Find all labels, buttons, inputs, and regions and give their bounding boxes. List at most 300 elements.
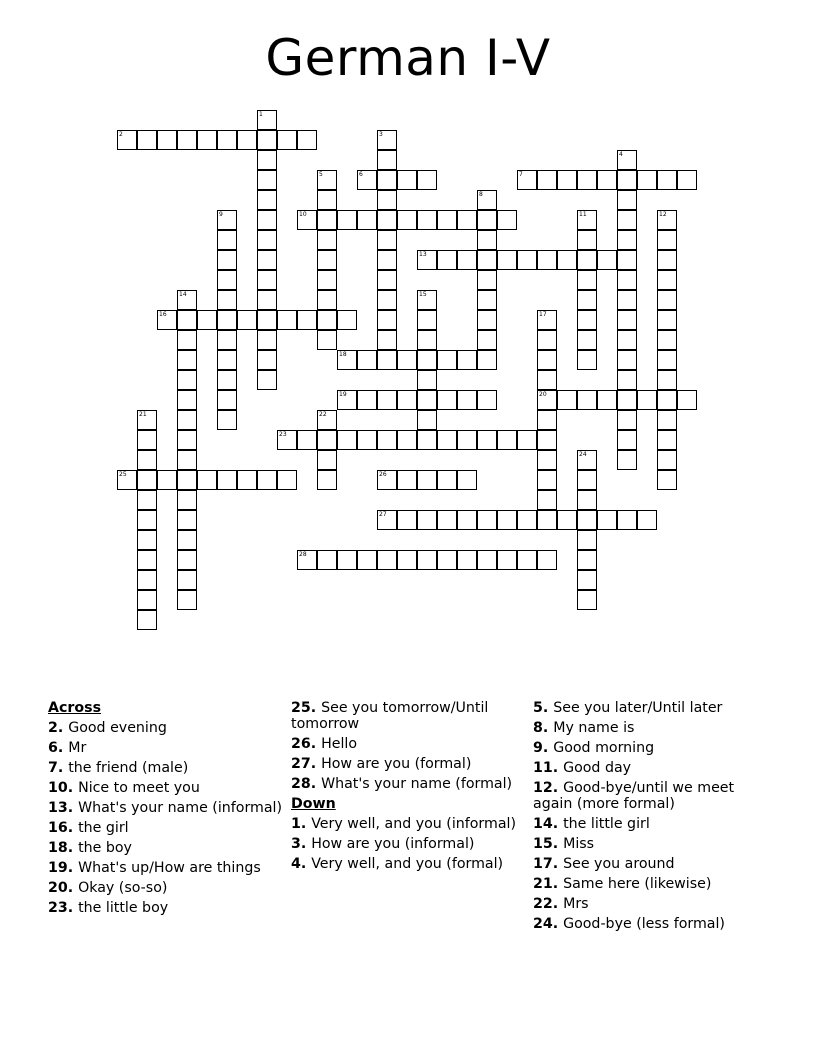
grid-cell[interactable] (317, 470, 337, 490)
grid-cell[interactable] (217, 390, 237, 410)
grid-cell[interactable] (377, 430, 397, 450)
grid-cell[interactable] (377, 350, 397, 370)
grid-cell[interactable] (377, 190, 397, 210)
grid-cell[interactable] (337, 350, 357, 370)
grid-cell[interactable] (177, 590, 197, 610)
grid-cell[interactable] (477, 330, 497, 350)
grid-cell[interactable] (217, 330, 237, 350)
grid-cell[interactable] (577, 270, 597, 290)
grid-cell[interactable] (437, 430, 457, 450)
grid-cell[interactable] (137, 510, 157, 530)
grid-cell[interactable] (657, 250, 677, 270)
grid-cell[interactable] (177, 290, 197, 310)
grid-cell[interactable] (237, 130, 257, 150)
clue-text: Good-bye (less formal) (563, 916, 725, 932)
grid-cell[interactable] (477, 250, 497, 270)
clue-text: Very well, and you (formal) (311, 856, 504, 872)
grid-cell[interactable] (617, 390, 637, 410)
clue-number: 15 (419, 291, 427, 298)
grid-cell[interactable] (617, 430, 637, 450)
grid-cell[interactable] (317, 270, 337, 290)
grid-cell[interactable] (437, 550, 457, 570)
grid-cell[interactable] (117, 470, 137, 490)
grid-cell[interactable] (177, 330, 197, 350)
clue-number: 11. (533, 760, 564, 776)
clue-number: 5. (533, 700, 554, 716)
grid-cell[interactable] (217, 130, 237, 150)
grid-cell[interactable] (137, 430, 157, 450)
grid-cell[interactable] (217, 210, 237, 230)
clue-text: How are you (informal) (311, 836, 475, 852)
grid-cell[interactable] (177, 410, 197, 430)
grid-cell[interactable] (577, 310, 597, 330)
grid-cell[interactable] (457, 470, 477, 490)
grid-cell[interactable] (617, 210, 637, 230)
clue-number: 17 (539, 311, 547, 318)
grid-cell[interactable] (377, 250, 397, 270)
grid-cell[interactable] (457, 250, 477, 270)
grid-cell[interactable] (617, 290, 637, 310)
grid-cell[interactable] (577, 570, 597, 590)
grid-cell[interactable] (377, 270, 397, 290)
grid-cell[interactable] (577, 210, 597, 230)
grid-cell[interactable] (377, 390, 397, 410)
grid-cell[interactable] (537, 370, 557, 390)
grid-cell[interactable] (477, 230, 497, 250)
grid-cell[interactable] (637, 170, 657, 190)
grid-cell[interactable] (257, 470, 277, 490)
clue-text: What's your name (informal) (78, 800, 283, 816)
grid-cell[interactable] (437, 470, 457, 490)
grid-cell[interactable] (577, 510, 597, 530)
grid-cell[interactable] (677, 390, 697, 410)
grid-cell[interactable] (617, 250, 637, 270)
grid-cell[interactable] (397, 210, 417, 230)
grid-cell[interactable] (577, 250, 597, 270)
grid-cell[interactable] (257, 330, 277, 350)
grid-cell[interactable] (417, 390, 437, 410)
grid-cell[interactable] (637, 390, 657, 410)
grid-cell[interactable] (377, 150, 397, 170)
grid-cell[interactable] (657, 350, 677, 370)
clue-item (291, 836, 526, 852)
grid-cell[interactable] (537, 310, 557, 330)
grid-cell[interactable] (617, 150, 637, 170)
grid-cell[interactable] (237, 310, 257, 330)
page-title: German I-V (265, 29, 551, 87)
grid-cell[interactable] (377, 470, 397, 490)
grid-cell[interactable] (297, 310, 317, 330)
grid-cell[interactable] (377, 210, 397, 230)
clue-number: 18. (48, 840, 79, 856)
grid-cell[interactable] (357, 210, 377, 230)
grid-cell[interactable] (617, 170, 637, 190)
grid-cell[interactable] (577, 470, 597, 490)
grid-cell[interactable] (237, 470, 257, 490)
grid-cell[interactable] (617, 310, 637, 330)
grid-cell[interactable] (437, 210, 457, 230)
clue-item (533, 740, 768, 756)
grid-cell[interactable] (417, 210, 437, 230)
grid-cell[interactable] (557, 390, 577, 410)
grid-cell[interactable] (257, 310, 277, 330)
grid-cell[interactable] (537, 390, 557, 410)
grid-cell[interactable] (317, 290, 337, 310)
grid-cell[interactable] (377, 170, 397, 190)
grid-cell[interactable] (137, 590, 157, 610)
grid-cell[interactable] (617, 450, 637, 470)
grid-cell[interactable] (177, 370, 197, 390)
clue-item (533, 856, 768, 872)
grid-cell[interactable] (157, 310, 177, 330)
grid-cell[interactable] (417, 510, 437, 530)
grid-cell[interactable] (397, 390, 417, 410)
grid-cell[interactable] (257, 350, 277, 370)
grid-cell[interactable] (297, 210, 317, 230)
grid-cell[interactable] (457, 510, 477, 530)
clue-number: 4. (291, 856, 312, 872)
grid-cell[interactable] (157, 470, 177, 490)
grid-cell[interactable] (657, 390, 677, 410)
grid-cell[interactable] (357, 390, 377, 410)
grid-cell[interactable] (177, 450, 197, 470)
clue-number: 16 (159, 311, 167, 318)
grid-cell[interactable] (597, 510, 617, 530)
grid-cell[interactable] (657, 330, 677, 350)
grid-cell[interactable] (217, 410, 237, 430)
grid-cell[interactable] (537, 330, 557, 350)
grid-cell[interactable] (217, 290, 237, 310)
grid-cell[interactable] (177, 570, 197, 590)
grid-cell[interactable] (537, 490, 557, 510)
grid-cell[interactable] (317, 210, 337, 230)
grid-cell[interactable] (117, 130, 137, 150)
grid-cell[interactable] (617, 230, 637, 250)
grid-cell[interactable] (657, 370, 677, 390)
grid-cell[interactable] (177, 490, 197, 510)
grid-cell[interactable] (657, 170, 677, 190)
grid-cell[interactable] (477, 390, 497, 410)
grid-cell[interactable] (477, 210, 497, 230)
grid-cell[interactable] (577, 330, 597, 350)
grid-cell[interactable] (177, 470, 197, 490)
grid-cell[interactable] (617, 270, 637, 290)
grid-cell[interactable] (177, 530, 197, 550)
clue-number: 5 (319, 171, 323, 178)
grid-cell[interactable] (477, 350, 497, 370)
grid-cell[interactable] (577, 530, 597, 550)
grid-cell[interactable] (277, 470, 297, 490)
grid-cell[interactable] (157, 130, 177, 150)
grid-cell[interactable] (537, 170, 557, 190)
grid-cell[interactable] (377, 130, 397, 150)
section-header-down: Down (291, 796, 336, 812)
grid-cell[interactable] (337, 310, 357, 330)
grid-cell[interactable] (597, 170, 617, 190)
grid-cell[interactable] (417, 310, 437, 330)
clue-number: 7 (519, 171, 523, 178)
grid-cell[interactable] (657, 290, 677, 310)
grid-cell[interactable] (217, 310, 237, 330)
grid-cell[interactable] (317, 170, 337, 190)
grid-cell[interactable] (577, 170, 597, 190)
grid-cell[interactable] (457, 390, 477, 410)
grid-cell[interactable] (417, 330, 437, 350)
grid-cell[interactable] (657, 210, 677, 230)
grid-cell[interactable] (657, 410, 677, 430)
grid-cell[interactable] (457, 430, 477, 450)
grid-cell[interactable] (617, 370, 637, 390)
grid-cell[interactable] (657, 450, 677, 470)
grid-cell[interactable] (577, 390, 597, 410)
grid-cell[interactable] (537, 350, 557, 370)
clue-text: Okay (so-so) (78, 880, 168, 896)
grid-cell[interactable] (397, 430, 417, 450)
grid-cell[interactable] (417, 470, 437, 490)
grid-cell[interactable] (377, 310, 397, 330)
clue-text: Nice to meet you (78, 780, 200, 796)
clue-number: 21. (533, 876, 564, 892)
grid-cell[interactable] (417, 290, 437, 310)
grid-cell[interactable] (577, 590, 597, 610)
grid-cell[interactable] (477, 290, 497, 310)
clue-column-3 (533, 700, 768, 936)
clue-number: 19. (48, 860, 79, 876)
grid-cell[interactable] (477, 190, 497, 210)
grid-cell[interactable] (317, 250, 337, 270)
grid-cell[interactable] (597, 250, 617, 270)
grid-cell[interactable] (577, 230, 597, 250)
grid-cell[interactable] (517, 510, 537, 530)
grid-cell[interactable] (137, 410, 157, 430)
grid-cell[interactable] (397, 470, 417, 490)
grid-cell[interactable] (477, 510, 497, 530)
clue-text: Mrs (563, 896, 589, 912)
grid-cell[interactable] (317, 330, 337, 350)
grid-cell[interactable] (317, 410, 337, 430)
clue-text: Good day (563, 760, 632, 776)
grid-cell[interactable] (437, 350, 457, 370)
grid-cell[interactable] (197, 470, 217, 490)
grid-cell[interactable] (657, 310, 677, 330)
grid-cell[interactable] (517, 430, 537, 450)
grid-cell[interactable] (397, 550, 417, 570)
grid-cell[interactable] (217, 350, 237, 370)
grid-cell[interactable] (397, 510, 417, 530)
grid-cell[interactable] (257, 130, 277, 150)
grid-cell[interactable] (437, 510, 457, 530)
grid-cell[interactable] (417, 430, 437, 450)
grid-cell[interactable] (417, 250, 437, 270)
clue-text: Good evening (68, 720, 167, 736)
grid-cell[interactable] (537, 410, 557, 430)
grid-cell[interactable] (137, 570, 157, 590)
grid-cell[interactable] (137, 490, 157, 510)
grid-cell[interactable] (557, 250, 577, 270)
grid-cell[interactable] (317, 450, 337, 470)
grid-cell[interactable] (497, 250, 517, 270)
grid-cell[interactable] (337, 430, 357, 450)
grid-cell[interactable] (317, 430, 337, 450)
grid-cell[interactable] (557, 510, 577, 530)
grid-cell[interactable] (177, 510, 197, 530)
grid-cell[interactable] (537, 250, 557, 270)
grid-cell[interactable] (417, 350, 437, 370)
grid-cell[interactable] (477, 270, 497, 290)
grid-cell[interactable] (337, 550, 357, 570)
clue-text: What's up/How are things (78, 860, 261, 876)
grid-cell[interactable] (217, 250, 237, 270)
grid-cell[interactable] (137, 530, 157, 550)
grid-cell[interactable] (617, 190, 637, 210)
clue-text: See you later/Until later (553, 700, 723, 716)
grid-cell[interactable] (557, 170, 577, 190)
grid-cell[interactable] (437, 250, 457, 270)
grid-cell[interactable] (217, 370, 237, 390)
grid-cell[interactable] (137, 610, 157, 630)
grid-cell[interactable] (457, 210, 477, 230)
grid-cell[interactable] (457, 550, 477, 570)
grid-cell[interactable] (437, 390, 457, 410)
grid-cell[interactable] (257, 110, 277, 130)
grid-cell[interactable] (417, 370, 437, 390)
grid-cell[interactable] (617, 510, 637, 530)
clue-item (48, 780, 283, 796)
grid-cell[interactable] (517, 170, 537, 190)
grid-cell[interactable] (677, 170, 697, 190)
grid-cell[interactable] (577, 290, 597, 310)
section-header-across: Across (48, 700, 102, 716)
grid-cell[interactable] (537, 470, 557, 490)
grid-cell[interactable] (257, 370, 277, 390)
grid-cell[interactable] (377, 550, 397, 570)
clue-item (48, 860, 283, 876)
grid-cell[interactable] (537, 430, 557, 450)
grid-cell[interactable] (317, 230, 337, 250)
grid-cell[interactable] (297, 550, 317, 570)
grid-cell[interactable] (377, 290, 397, 310)
grid-cell[interactable] (317, 190, 337, 210)
grid-cell[interactable] (577, 550, 597, 570)
grid-cell[interactable] (657, 270, 677, 290)
grid-cell[interactable] (497, 210, 517, 230)
grid-cell[interactable] (257, 210, 277, 230)
grid-cell[interactable] (177, 390, 197, 410)
grid-cell[interactable] (377, 510, 397, 530)
grid-cell[interactable] (257, 230, 277, 250)
grid-cell[interactable] (457, 350, 477, 370)
grid-cell[interactable] (317, 550, 337, 570)
grid-cell[interactable] (137, 130, 157, 150)
grid-cell[interactable] (397, 170, 417, 190)
grid-cell[interactable] (177, 310, 197, 330)
grid-cell[interactable] (517, 550, 537, 570)
grid-cell[interactable] (357, 430, 377, 450)
clue-number: 20 (539, 391, 547, 398)
grid-cell[interactable] (577, 490, 597, 510)
grid-cell[interactable] (257, 290, 277, 310)
grid-cell[interactable] (497, 550, 517, 570)
grid-cell[interactable] (217, 270, 237, 290)
grid-cell[interactable] (337, 390, 357, 410)
grid-cell[interactable] (577, 450, 597, 470)
grid-cell[interactable] (137, 550, 157, 570)
grid-cell[interactable] (177, 550, 197, 570)
grid-cell[interactable] (337, 210, 357, 230)
grid-cell[interactable] (537, 550, 557, 570)
grid-cell[interactable] (637, 510, 657, 530)
grid-cell[interactable] (477, 430, 497, 450)
grid-cell[interactable] (357, 550, 377, 570)
grid-cell[interactable] (197, 130, 217, 150)
grid-cell[interactable] (377, 230, 397, 250)
grid-cell[interactable] (417, 170, 437, 190)
grid-cell[interactable] (257, 250, 277, 270)
clue-number: 28 (299, 551, 307, 558)
grid-cell[interactable] (177, 130, 197, 150)
grid-cell[interactable] (137, 470, 157, 490)
grid-cell[interactable] (597, 390, 617, 410)
grid-cell[interactable] (617, 410, 637, 430)
grid-cell[interactable] (657, 470, 677, 490)
grid-cell[interactable] (477, 310, 497, 330)
grid-cell[interactable] (217, 470, 237, 490)
grid-cell[interactable] (617, 330, 637, 350)
grid-cell[interactable] (497, 430, 517, 450)
grid-cell[interactable] (497, 510, 517, 530)
grid-cell[interactable] (657, 430, 677, 450)
grid-cell[interactable] (357, 170, 377, 190)
clue-number: 3. (291, 836, 312, 852)
grid-cell[interactable] (537, 510, 557, 530)
grid-cell[interactable] (137, 450, 157, 470)
clue-text: the boy (78, 840, 132, 856)
grid-cell[interactable] (277, 130, 297, 150)
grid-cell[interactable] (417, 410, 437, 430)
grid-cell[interactable] (397, 350, 417, 370)
grid-cell[interactable] (217, 230, 237, 250)
grid-cell[interactable] (577, 350, 597, 370)
grid-cell[interactable] (257, 150, 277, 170)
clue-item (533, 816, 768, 832)
grid-cell[interactable] (517, 250, 537, 270)
grid-cell[interactable] (657, 230, 677, 250)
grid-cell[interactable] (297, 430, 317, 450)
grid-cell[interactable] (177, 350, 197, 370)
grid-cell[interactable] (257, 170, 277, 190)
grid-cell[interactable] (277, 310, 297, 330)
grid-cell[interactable] (537, 450, 557, 470)
grid-cell[interactable] (277, 430, 297, 450)
clue-text: Very well, and you (informal) (311, 816, 517, 832)
grid-cell[interactable] (197, 310, 217, 330)
grid-cell[interactable] (297, 130, 317, 150)
grid-cell[interactable] (617, 350, 637, 370)
grid-cell[interactable] (317, 310, 337, 330)
clue-number: 21 (139, 411, 147, 418)
clue-column-1 (48, 700, 283, 920)
grid-cell[interactable] (357, 350, 377, 370)
grid-cell[interactable] (377, 330, 397, 350)
clue-number: 2 (119, 131, 123, 138)
grid-cell[interactable] (417, 550, 437, 570)
grid-cell[interactable] (477, 550, 497, 570)
clue-text: the girl (78, 820, 129, 836)
grid-cell[interactable] (177, 430, 197, 450)
clue-text: Good morning (553, 740, 655, 756)
grid-cell[interactable] (257, 190, 277, 210)
grid-cell[interactable] (257, 270, 277, 290)
